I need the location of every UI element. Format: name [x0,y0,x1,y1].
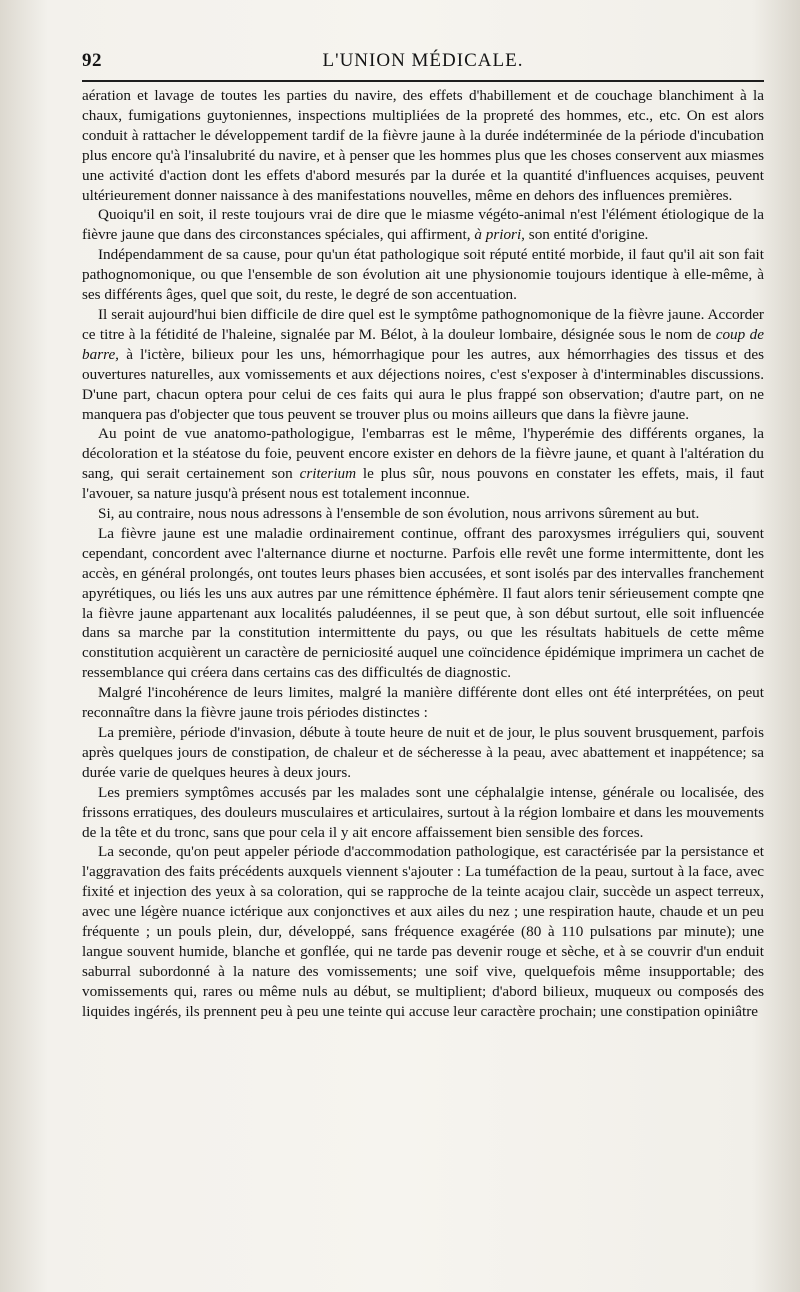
paragraph-text: Si, au contraire, nous nous adressons à l'ensemble de son évolution, nous arrivons sûrement au but. [98,505,700,523]
paragraph [82,86,764,205]
paragraph-text: Indépendamment de sa cause, pour qu'un état pathologique soit réputé entité morbide, il faut qu'il ait son fait pathognomonique, ou que l'ensemble de son évolution ait une physionomie toujours identique à elle-même, à ses différents âges, quel que soit, du reste, le degré de son accentuation. [82,246,764,304]
running-title: L'UNION MÉDICALE. [322,50,524,71]
paragraph [82,524,764,683]
italic-text: criterium [299,465,357,483]
paragraph [82,783,764,843]
italic-text: à priori, [474,226,525,244]
paragraph-text: à l'ictère, bilieux pour les uns, hémorrhagique pour les autres, aux hémorrhagies des tissus et des ouvertures naturelles, aux vomissements et aux déjections noires, c'est s'exposer à d'interminables discussions. D'une part, chacun optera pour celui de ces faits qui aura le plus frappé son observation; d'autre part, on ne manquera pas d'objecter que tous peuvent se trouver plus ou moins ailleurs que dans la fièvre jaune. [82,345,764,423]
paragraph-text: Quoiqu'il en soit, il reste toujours vrai de dire que le miasme végéto-animal n'est l'élément étiologique de la fièvre jaune que dans des circonstances spéciales, qui affirment, [82,206,764,244]
paragraph [82,205,764,245]
paragraph [82,245,764,305]
paragraph [82,305,764,424]
paragraph [82,683,764,723]
paragraph [82,842,764,1021]
paragraph-text: Au point de vue anatomo-pathologigue, l'embarras est le même, l'hyperémie des différents organes, la décoloration et la stéatose du foie, peuvent encore exister en dehors de la fièvre jaune, et quant à l'altération du sang, qui serait certainement son [82,425,764,483]
paragraph-text: le plus sûr, nous pouvons en constater les effets, mais, il faut l'avouer, sa nature jusqu'à présent nous est totalement inconnue. [82,465,764,503]
paragraph-text: La première, période d'invasion, débute à toute heure de nuit et de jour, le plus souvent brusquement, parfois après quelques jours de constipation, de chaleur et de sécheresse à la peau, avec abattement et inappétence; sa durée varie de quelques heures à deux jours. [82,724,764,781]
paragraph-text: son entité d'origine. [524,226,649,244]
paragraph [82,723,764,783]
paragraph-text: Malgré l'incohérence de leurs limites, malgré la manière différente dont elles ont été interprétées, on peut reconnaître dans la fièvre jaune trois périodes distinctes : [82,684,764,722]
paragraph-text: La seconde, qu'on peut appeler période d'accommodation pathologique, est caractérisée par la persistance et l'aggravation des faits précédents auxquels viennent s'ajouter : La tuméfaction de la peau, surtout à la face, avec fixité et injection des yeux à sa coloration, qui se rapproche de la teinte acajou clair, succède un aspect terreux, avec une légère nuance ictérique aux conjonctives et aux ailes du nez ; une respiration haute, chaude et un peu fréquente ; un pouls plein, dur, développé, sans fréquence exagérée (80 à 110 pulsations par minute); une langue souvent humide, blanche et gonflée, qui ne tarde pas devenir rouge et sèche, et à se couvrir d'un enduit saburral subordonné à la nature des vomissements; une soif vive, quelquefois même insupportable; des vomissements qui, rares ou même nuls au début, se multiplient; d'abord bilieux, muqueux ou composés des liquides ingérés, ils prennent peu à peu une teinte qui accuse leur caractère prochain; une constipation opiniâtre [82,843,764,1020]
page-header [82,50,764,78]
header-rule [82,80,764,82]
paragraph [82,504,764,524]
body-text [82,86,764,1022]
paragraph [82,424,764,504]
paragraph-text: La fièvre jaune est une maladie ordinairement continue, offrant des paroxysmes irréguliers qui, souvent cependant, concordent avec l'alternance diurne et nocturne. Parfois elle revêt une forme intermittente, dont les accès, en général prolongés, ont toutes leurs phases bien accusées, et sont isolés par des intervalles franchement apyrétiques, ou liés les uns aux autres par une rémittence éphémère. Il faut alors tenir sérieusement compte qne la fièvre jaune appartenant aux localités paludéennes, il se peut que, à son début surtout, elle soit influencée dans sa marche par la constitution intermittente du pays, ou que les résultats habituels de cette même constitution acquièrent un caractère de perniciosité auquel une coïncidence épidémique imprimera un cachet de ressemblance qui créera dans certains cas des difficultés de diagnostic. [82,524,764,682]
paragraph-text: aération et lavage de toutes les parties du navire, des effets d'habillement et de couchage blanchiment à la chaux, fumigations guytoniennes, inspections multipliées de la propreté des hommes, etc., etc. On est alors conduit à rattacher le développement tardif de la fièvre jaune à la durée indéterminée de la période d'incubation plus encore qu'à l'insalubrité du navire, et à penser que les hommes plus que les choses conservent aux miasmes une activité d'action dont les effets d'abord mesurés par la durée et la quantité d'influences acquises, peuvent ultérieurement donner naissance à des manifestations nouvelles, même en dehors des influences premières. [82,87,764,204]
paragraph-text: Il serait aujourd'hui bien difficile de dire quel est le symptôme pathognomonique de la fièvre jaune. Accorder ce titre à la fétidité de l'haleine, signalée par M. Bélot, à la douleur lombaire, désignée sous le nom de [82,305,764,343]
paragraph-text: Les premiers symptômes accusés par les malades sont une céphalalgie intense, générale ou localisée, des frissons erratiques, des douleurs musculaires et articulaires, surtout à la région lombaire et dans les mouvements de la tête et du tronc, sans que pour cela il y ait encore affaissement bien sensible des forces. [82,783,764,841]
italic-text: coup de barre, [82,325,764,363]
page-number: 92 [82,50,102,71]
